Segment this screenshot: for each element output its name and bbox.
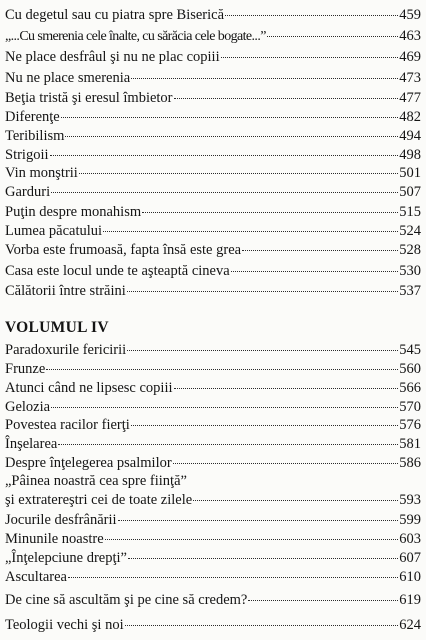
toc-entry-title: Beţia tristă şi eresul îmbietor [5,90,173,106]
dot-leader [61,117,399,118]
dot-leader [193,500,398,501]
toc-entry [5,591,421,609]
toc-entry [5,127,421,145]
toc-entry-title: Teologii vechi şi noi [5,617,124,633]
toc-entry-page: 610 [399,569,421,585]
toc-entry [5,530,421,548]
toc-entry-title: Casa este locul unde te aşteaptă cineva [5,263,230,279]
toc-entry-page: 459 [399,7,421,23]
dot-leader [46,369,398,370]
dot-leader [58,444,398,445]
toc-entry-page: 599 [399,512,421,528]
toc-entry-page: 524 [399,223,421,239]
toc-entry-page: 545 [399,342,421,358]
toc-entry-title: „Înţelepciune drepţi” [5,550,127,566]
toc-entry [5,454,421,472]
toc-entry-page: 473 [399,70,421,86]
toc-entry [5,491,421,509]
dot-leader [231,271,399,272]
toc-entry-title: Călătorii între străini [5,283,126,299]
toc-entry-title: „...Cu smerenia cele înalte, cu sărăcia cele bogate...” [5,29,266,44]
dot-leader [173,463,399,464]
toc-entry [5,616,421,634]
toc-entry-first-line: „Pâinea noastră cea spre fiinţă” [5,473,187,489]
dot-leader [174,98,399,99]
toc-entry-title: Strigoii [5,147,49,163]
toc-entry-page: 593 [399,492,421,508]
toc-entry [5,222,421,240]
dot-leader [248,600,398,601]
toc-entry-title: De cine să ascultăm şi pe cine să credem? [5,592,248,608]
toc-entry [5,241,421,259]
toc-entry-title: Jocurile desfrânării [5,512,117,528]
dot-leader [127,291,398,292]
toc-entry [5,398,421,416]
toc-entry-title: Ne place desfrâul şi nu ne plac copiii [5,49,220,65]
toc-entry-title: Frunze [5,361,46,377]
toc-entry-page: 537 [399,283,421,299]
dot-leader [242,250,398,251]
toc-entry-page: 619 [399,592,421,608]
dot-leader [125,625,399,626]
dot-leader [50,155,399,156]
toc-entry [5,282,421,300]
section-heading: VOLUMUL IV [5,319,109,336]
toc-entry-page: 501 [399,165,421,181]
dot-leader [142,212,398,213]
toc-entry-page: 576 [399,417,421,433]
toc-entry-title: Vorba este frumoasă, fapta însă este grea [5,242,242,258]
toc-entry [5,48,421,66]
dot-leader [51,192,398,193]
toc-entry [5,568,421,586]
toc-entry-page: 494 [399,128,421,144]
toc-entry-page: 507 [399,184,421,200]
toc-entry-page: 498 [399,147,421,163]
toc-entry-title: Înşelarea [5,436,58,452]
toc-entry-page: 566 [399,380,421,396]
toc-entry-title: Paradoxurile fericirii [5,342,127,358]
toc-entry-title: Gelozia [5,399,51,415]
toc-entry-title: Minunile noastre [5,531,104,547]
dot-leader [103,231,398,232]
toc-entry [5,108,421,126]
dot-leader [131,425,398,426]
toc-entry-page: 530 [399,263,421,279]
dot-leader [174,388,399,389]
toc-entry [5,262,421,280]
toc-entry [5,27,421,46]
toc-entry-page: 469 [399,49,421,65]
dot-leader [131,78,398,79]
toc-entry-page: 482 [399,109,421,125]
toc-entry [5,6,421,24]
toc-entry-title: Garduri [5,184,51,200]
toc-entry-title: Povestea racilor fierţi [5,417,130,433]
toc-entry-title: Atunci când ne lipsesc copiii [5,380,173,396]
toc-entry-title: Puţin despre monahism [5,204,142,220]
toc-entry-page: 477 [399,90,421,106]
dot-leader [128,558,398,559]
toc-entry [5,549,421,567]
toc-entry-title: Ascultarea [5,569,67,585]
toc-entry [5,183,421,201]
dot-leader [221,57,399,58]
toc-entry [5,146,421,164]
toc-entry-title: Despre înţelegerea psalmilor [5,455,172,471]
dot-leader [51,407,398,408]
toc-entry-page: 607 [399,550,421,566]
toc-entry-page: 515 [399,204,421,220]
toc-entry [5,435,421,453]
toc-entry-page: 528 [399,242,421,258]
dot-leader [105,539,399,540]
toc-entry-title: şi extratereştri cei de toate zilele [5,492,193,508]
toc-entry [5,89,421,107]
toc-entry-page: 560 [399,361,421,377]
toc-entry [5,511,421,529]
toc-entry-page: 581 [399,436,421,452]
toc-entry-title: Vin monştrii [5,165,78,181]
toc-entry-title: Nu ne place smerenia [5,70,131,86]
dot-leader [267,36,398,37]
dot-leader [127,350,398,351]
toc-entry [5,69,421,87]
toc-entry [5,164,421,182]
toc-entry-title: Diferenţe [5,109,60,125]
toc-entry-page: 586 [399,455,421,471]
toc-entry-title: Cu degetul sau cu piatra spre Biserică [5,7,225,23]
toc-entry [5,379,421,397]
toc-entry-title: Lumea păcatului [5,223,103,239]
dot-leader [225,15,398,16]
dot-leader [118,520,399,521]
toc-entry-page: 570 [399,399,421,415]
toc-entry [5,360,421,378]
toc-entry-title: Teribilism [5,128,65,144]
toc-entry-page: 463 [399,28,421,44]
toc-entry [5,203,421,221]
toc-entry [5,416,421,434]
dot-leader [79,173,398,174]
dot-leader [65,136,398,137]
dot-leader [68,577,398,578]
toc-entry-page: 624 [399,617,421,633]
toc-entry [5,341,421,359]
toc-entry-page: 603 [399,531,421,547]
